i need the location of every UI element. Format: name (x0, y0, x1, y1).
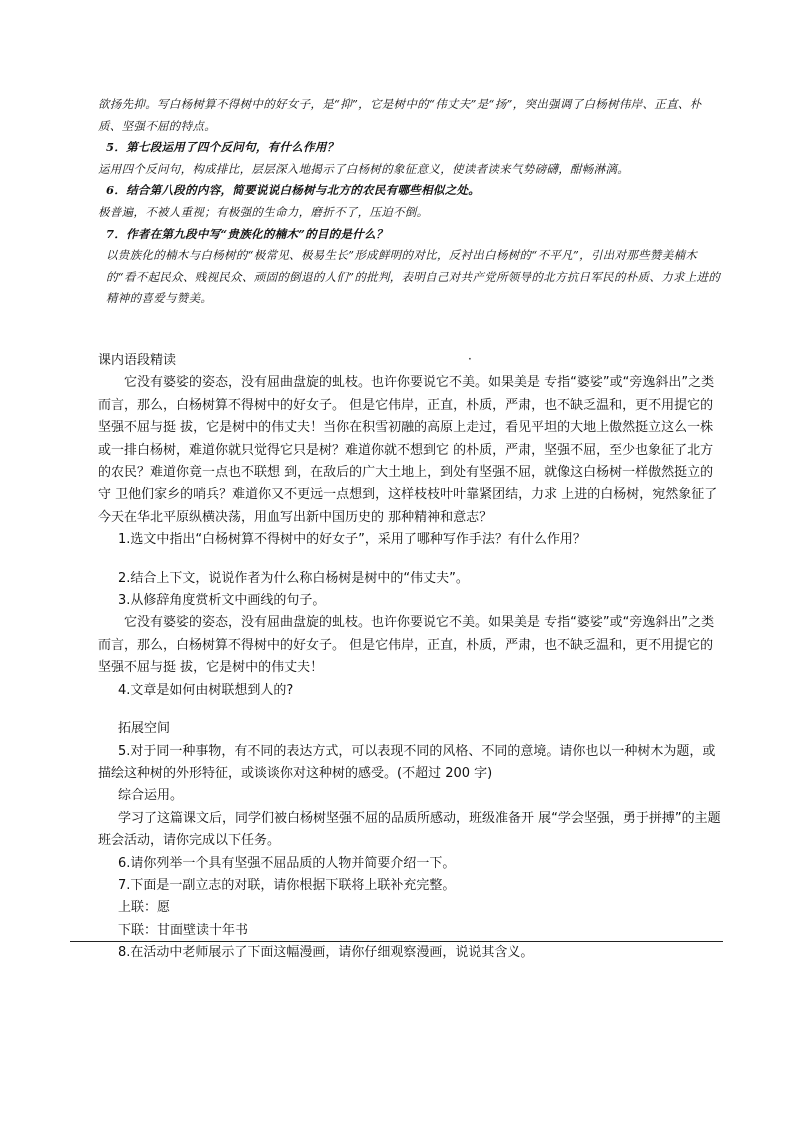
answer-6: 极普遍，不被人重视；有极强的生命力，磨折不了，压迫不倒。 (98, 204, 429, 219)
section-title-extension: 拓展空间 (118, 721, 171, 737)
answer-block (98, 94, 722, 310)
quoted-sentence: 它没有婆娑的姿态，没有屈曲盘旋的虬枝。也许你要说它不美。如果美是 专指“婆娑”或“旁逸斜出”之类而言，那么，白杨树算不得树中的好女子。 但是它伟岸，正直，朴质，严肃，也不缺乏温和，更不用提它的坚强不屈与挺 拔，它是树中的伟丈夫！ (98, 615, 715, 676)
exercise-question-3: 3.从修辞角度赏析文中画线的句子。 (118, 593, 326, 609)
section-title-reading: 课内语段精读 (98, 353, 177, 368)
exercise-question-1: 1.选文中指出“白杨树算不得树中的好女子”，采用了哪种写作手法？有什么作用？ (118, 532, 586, 548)
exercise-question-4: 4.文章是如何由树联想到人的? (118, 682, 294, 698)
section-title-application: 综合运用。 (118, 788, 184, 804)
answer-7: 以贵族化的楠木与白杨树的“极常见、极易生长”形成鲜明的对比，反衬出白杨树的“不平凡”，引出对那些赞美楠木的“看不起民众、贱视民众、顽固的倒退的人们”的批判，表明自己对共产党所领导的北方抗日军民的朴质、力求上进的精神的喜爱与赞美。 (106, 248, 721, 306)
reading-passage: 它没有婆娑的姿态，没有屈曲盘旋的虬枝。也许你要说它不美。如果美是 专指“婆娑”或“旁逸斜出”之类而言，那么，白杨树算不得树中的好女子。 但是它伟岸，正直，朴质，严肃，也不缺乏温和，更不用提它的坚强不屈与挺 拔，它是树中的伟丈夫！当你在积雪初融的高原上走过，看见平坦的大地上傲然挺立这么一株或一排白杨树，难道你就只觉得它只是树？难道你就不想到它 的朴质，严肃，坚强不屈，至少也象征了北方的农民？难道你竟一点也不联想 到，在敌后的广大土地上，到处有坚强不屈，就像这白杨树一样傲然挺立的守 卫他们家乡的哨兵？难道你又不更远一点想到，这样枝枝叶叶靠紧团结，力求 上进的白杨树，宛然象征了今天在华北平原纵横决荡，用血写出新中国历史的 那种精神和意志？ (98, 375, 718, 525)
question-5: 5．第七段运用了四个反问句，有什么作用？ (106, 140, 339, 155)
bottom-divider (70, 941, 723, 942)
exercise-question-5: 5.对于同一种事物，有不同的表达方式，可以表现不同的风格、不同的意境。请你也以一种树木为题，或描绘这种树的外形特征，或谈谈你对这种树的感受。(不超过 200 字) (98, 743, 716, 781)
couplet-lower: 下联：甘面壁读十年书 (118, 922, 249, 938)
exercise-question-8: 8.在活动中老师展示了下面这幅漫画，请你仔细观察漫画，说说其含义。 (118, 945, 534, 961)
answer-5: 运用四个反问句，构成排比，层层深入地揭示了白杨树的象征意义，使读者读来气势磅礴，酣畅淋漓。 (98, 161, 629, 176)
exercise-question-7: 7.下面是一副立志的对联，请你根据下联将上联补充完整。 (118, 877, 456, 893)
answer-1: 欲扬先抑。写白杨树算不得树中的好女子，是“抑”，它是树中的“伟丈夫”是“扬”，突出强调了白杨树伟岸、正直、朴质、坚强不屈的特点。 (98, 97, 702, 133)
main-content (98, 350, 726, 965)
couplet-upper: 上联：愿 (118, 900, 171, 916)
exercise-question-6: 6.请你列举一个具有坚强不屈品质的人物并简要介绍一下。 (118, 855, 456, 871)
question-6: 6．结合第八段的内容，简要说说白杨树与北方的农民有哪些相似之处。 (106, 183, 481, 198)
activity-intro: 学习了这篇课文后，同学们被白杨树坚强不屈的品质所感动，班级准备开 展“学会坚强，勇于拼搏”的主题班会活动，请你完成以下任务。 (98, 810, 721, 849)
stray-dot: · (468, 352, 472, 366)
question-7: 7．作者在第九段中写“贵族化的楠木”的目的是什么？ (106, 226, 388, 241)
exercise-question-2: 2.结合上下文，说说作者为什么称白杨树是树中的“伟丈夫”。 (118, 570, 469, 586)
